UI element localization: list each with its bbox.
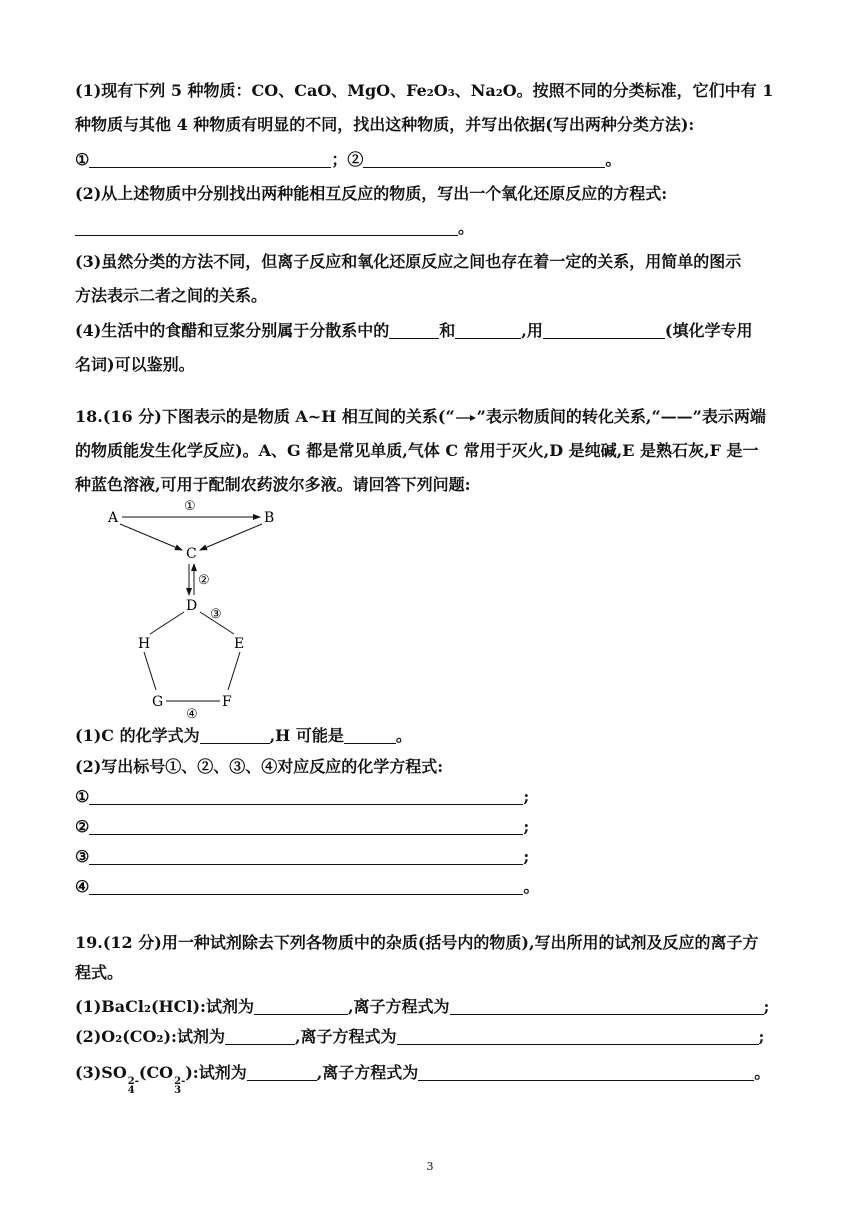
q17-answer-row [75,149,791,171]
q17-part4-text-d: (填化学专用 [664,321,753,340]
ion-equation-blank-3[interactable] [418,1062,754,1081]
reagent-blank-1[interactable] [254,996,348,1015]
period: 。 [605,150,622,169]
period: 。 [754,1063,771,1082]
q17-part4-text-b: 和 [439,321,456,340]
q17-part4-line2: 名词)可以鉴别。 [75,355,195,374]
q17-part4-text-a: (4)生活中的食醋和豆浆分别属于分散系中的 [75,321,390,340]
q18-line3: 种蓝色溶液,可用于配制农药波尔多液。请回答下列问题: [75,475,471,494]
q18-eq-row-2 [75,816,791,838]
q17-part3-line2: 方法表示二者之间的关系。 [75,286,268,305]
node-C: C [186,546,197,562]
q19-line1: 19.(12 分)用一种试剂除去下列各物质中的杂质(括号内的物质),写出所用的试剂及反应的离子方 [75,933,759,952]
q19-row-3 [75,1062,791,1095]
q17-part4-line1 [75,320,791,342]
q17-part2-line1: (2)从上述物质中分别找出两种能相互反应的物质，写出一个氧化还原反应的方程式: [75,184,668,203]
ion-equation-label: ,离子方程式为 [294,1027,397,1046]
q18-line1-text-a: 18.(16 分)下图表示的是物质 A~H 相互间的关系(“ [75,407,455,426]
edge-E-F [228,652,240,690]
page-number: 3 [426,1160,434,1173]
node-D: D [186,598,198,614]
q18-eq-row-4 [75,876,791,898]
ion-equation-blank-1[interactable] [450,996,764,1015]
equation-blank-2[interactable] [89,816,523,835]
node-H: H [138,636,151,652]
reagent-blank-2[interactable] [225,1026,295,1045]
marker-1: ① [184,499,196,514]
q19-row2-label: (2)O₂(CO₂):试剂为 [75,1027,225,1046]
marker-2: ② [198,573,210,588]
q19-row3-label: ):试剂为 [185,1063,247,1082]
node-E: E [234,636,245,652]
q18-eq-row-1 [75,786,791,808]
q18-sub2: (2)写出标号①、②、③、④对应反应的化学方程式: [75,757,444,776]
semicolon: ; [523,817,530,836]
H-blank[interactable] [344,725,396,744]
equation-blank[interactable] [75,217,458,236]
edge-H-G [144,652,156,690]
formula-C-blank[interactable] [200,725,270,744]
period: 。 [395,726,412,745]
arrow-A-C [120,524,182,550]
q17-part1-line2: 种物质与其他 4 种物质有明显的不同，找出这种物质，并写出依据(写出两种分类方法): [75,115,695,134]
ion-equation-label: ,离子方程式为 [347,997,450,1016]
q19-row3-carbonate: (CO [138,1063,174,1082]
circle-one-label: ① [75,150,90,169]
separator: ； [331,150,348,169]
q18-line2: 的物质能发生化学反应)。A、G 都是常见单质,气体 C 常用于灭火,D 是纯碱,E 是熟石灰,F 是一 [75,441,759,460]
edge-D-H [150,612,184,634]
arrow-B-C [200,524,262,550]
node-A: A [108,510,119,526]
reagent-blank-3[interactable] [247,1062,317,1081]
q18-line1 [75,406,791,428]
q19-row1-label: (1)BaCl₂(HCl):试剂为 [75,997,254,1016]
equation-blank-3[interactable] [89,846,523,865]
carbonate-charge: 2- 3 [174,1076,186,1096]
q17-part2-answer [75,217,791,239]
marker-3: ③ [210,607,222,622]
circle-two-label: ② [347,150,364,169]
q18-sub1-text-b: ,H 可能是 [269,726,344,745]
q19-row-1 [75,996,791,1018]
ion-equation-label: ,离子方程式为 [316,1063,419,1082]
semicolon: ; [523,847,530,866]
sulfate-charge: 2- 4 [127,1076,139,1096]
q19-row3-sulfate: (3)SO [75,1063,127,1082]
circle-four-label: ④ [75,877,90,896]
semicolon: ; [523,787,530,806]
q18-sub1 [75,725,791,747]
right-arrow-icon [455,413,477,423]
dispersion-blank-2[interactable] [455,320,521,339]
q18-sub1-text-a: (1)C 的化学式为 [75,726,200,745]
period: 。 [523,877,540,896]
answer-blank-1[interactable] [89,149,331,168]
node-G: G [152,694,164,710]
q19-row-2 [75,1026,791,1048]
answer-blank-2[interactable] [363,149,605,168]
semicolon: ; [758,1027,765,1046]
dispersion-blank-1[interactable] [389,320,439,339]
equation-blank-1[interactable] [89,786,523,805]
q18-line1-text-b: ”表示物质间的转化关系,“——”表示两端 [476,407,766,426]
equation-blank-4[interactable] [89,876,523,895]
ion-equation-blank-2[interactable] [397,1026,759,1045]
term-blank[interactable] [543,320,665,339]
period: 。 [458,218,475,237]
q18-eq-row-3 [75,846,791,868]
relationship-diagram [100,492,300,720]
q19-line2: 程式。 [75,963,124,982]
circle-three-label: ③ [75,847,90,866]
semicolon: ; [763,997,770,1016]
circle-two-label: ② [75,817,90,836]
q17-part3-line1: (3)虽然分类的方法不同，但离子反应和氧化还原反应之间也存在着一定的关系，用简单的图示 [75,252,742,271]
circle-one-label: ① [75,787,90,806]
node-B: B [264,510,275,526]
q17-part1-line1: (1)现有下列 5 种物质：CO、CaO、MgO、Fe₂O₃、Na₂O。按照不同的分类标准，它们中有 1 [75,81,774,100]
marker-4: ④ [186,707,198,720]
node-F: F [222,694,232,710]
q17-part4-text-c: ,用 [521,321,543,340]
